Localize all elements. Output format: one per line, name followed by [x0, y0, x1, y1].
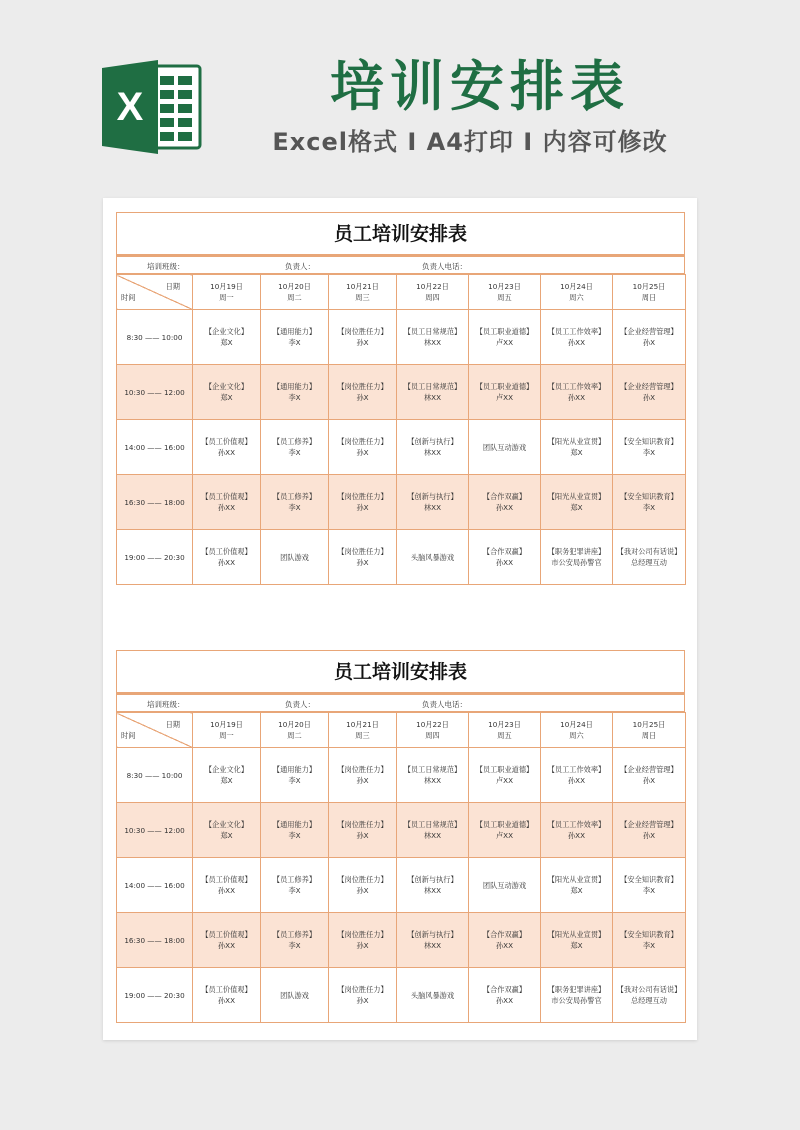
session-topic: 【岗位胜任力】: [337, 875, 388, 884]
session-teacher: 孙XX: [495, 558, 514, 567]
session-teacher: 孙X: [642, 776, 656, 785]
session-cell: [613, 365, 686, 420]
day-date: 10月19日: [210, 282, 243, 291]
session-topic: 【我对公司有话说】: [616, 547, 682, 556]
day-weekday: 周三: [355, 293, 370, 302]
session-cell: [397, 858, 469, 913]
schedule-table: [116, 274, 686, 585]
corner-time-label: 时间: [121, 731, 136, 740]
session-topic: 【员工日常规范】: [403, 765, 462, 774]
session-cell: [329, 530, 397, 585]
session-topic: 【岗位胜任力】: [337, 820, 388, 829]
day-weekday: 周二: [287, 731, 302, 740]
session-cell: [193, 968, 261, 1023]
sheet-info-row: [116, 692, 685, 712]
time-slot-cell: 19:00 —— 20:30: [117, 968, 193, 1023]
session-teacher: 林XX: [423, 503, 442, 512]
day-header-cell: [469, 713, 541, 748]
session-cell: [193, 858, 261, 913]
session-topic: 【员工修养】: [272, 930, 317, 939]
session-cell: [261, 530, 329, 585]
sheet-title: 员工培训安排表: [116, 650, 685, 692]
sheet-info-row: [116, 254, 685, 274]
info-phone-label: 负责人电话：: [422, 700, 467, 709]
session-teacher: 孙XX: [495, 503, 514, 512]
session-teacher: 卢XX: [495, 776, 514, 785]
session-cell: [541, 803, 613, 858]
session-topic: 【员工职业道德】: [475, 765, 534, 774]
session-topic: 【安全知识教育】: [620, 492, 678, 501]
session-topic: 团队互动游戏: [482, 442, 527, 452]
session-teacher: 孙X: [356, 448, 369, 457]
session-topic: 【安全知识教育】: [620, 437, 678, 446]
day-date: 10月24日: [560, 282, 593, 291]
day-weekday: 周四: [425, 731, 440, 740]
session-teacher: 孙XX: [567, 393, 586, 402]
banner-title: 培训安排表: [330, 55, 630, 118]
session-cell: [397, 310, 469, 365]
session-cell: [329, 913, 397, 968]
time-slot-cell: 19:00 —— 20:30: [117, 530, 193, 585]
time-slot-cell: 8:30 —— 10:00: [117, 310, 193, 365]
day-date: 10月25日: [632, 282, 666, 291]
session-topic: 头脑风暴游戏: [410, 552, 455, 562]
session-teacher: 李X: [642, 503, 656, 512]
session-topic: 【阳光从业宣贯】: [547, 437, 606, 446]
session-cell: [541, 530, 613, 585]
session-topic: 【合作双赢】: [482, 492, 527, 501]
corner-date-label: 日期: [165, 720, 180, 729]
session-topic: 【员工职业道德】: [475, 327, 534, 336]
banner: [0, 0, 800, 190]
session-topic: 【员工修养】: [272, 875, 317, 884]
session-teacher: 卢XX: [495, 338, 514, 347]
session-teacher: 孙X: [642, 831, 656, 840]
info-phone-label: 负责人电话：: [422, 262, 467, 271]
table-row: [117, 748, 686, 803]
session-teacher: 林XX: [423, 831, 442, 840]
session-topic: 【岗位胜任力】: [337, 765, 388, 774]
table-row: [117, 803, 686, 858]
session-teacher: 李X: [288, 886, 301, 895]
session-cell: [541, 968, 613, 1023]
session-teacher: 孙X: [356, 338, 369, 347]
session-topic: 【员工价值观】: [201, 875, 252, 884]
session-teacher: 孙X: [356, 886, 369, 895]
session-cell: [469, 310, 541, 365]
session-teacher: 李X: [288, 776, 301, 785]
session-cell: [469, 420, 541, 475]
session-teacher: 李X: [288, 393, 301, 402]
session-topic: 【岗位胜任力】: [337, 985, 388, 994]
session-teacher: 孙XX: [217, 886, 236, 895]
session-topic: 【创新与执行】: [407, 437, 458, 446]
session-teacher: 林XX: [423, 941, 442, 950]
session-teacher: 孙X: [642, 393, 656, 402]
session-cell: [329, 310, 397, 365]
session-topic: 【岗位胜任力】: [337, 382, 388, 391]
session-cell: [193, 530, 261, 585]
day-header-cell: [397, 275, 469, 310]
session-topic: 【创新与执行】: [407, 930, 458, 939]
session-teacher: 卢XX: [495, 393, 514, 402]
session-cell: [541, 748, 613, 803]
session-topic: 【我对公司有话说】: [616, 985, 682, 994]
day-date: 10月24日: [560, 720, 593, 729]
table-row: [117, 968, 686, 1023]
session-teacher: 孙X: [356, 776, 369, 785]
session-cell: [193, 913, 261, 968]
session-topic: 【企业经营管理】: [620, 327, 678, 336]
session-cell: [261, 803, 329, 858]
session-topic: 【岗位胜任力】: [337, 930, 388, 939]
session-topic: 【员工工作效率】: [547, 765, 606, 774]
session-cell: [613, 310, 686, 365]
session-cell: [329, 748, 397, 803]
time-slot-cell: 14:00 —— 16:00: [117, 858, 193, 913]
session-cell: [397, 420, 469, 475]
excel-icon: [100, 58, 204, 156]
session-teacher: 总经理互动: [631, 996, 667, 1005]
session-cell: [541, 858, 613, 913]
table-row: [117, 530, 686, 585]
session-cell: [329, 803, 397, 858]
corner-time-label: 时间: [121, 293, 136, 302]
session-cell: [261, 420, 329, 475]
session-topic: 【岗位胜任力】: [337, 547, 388, 556]
session-topic: 【企业经营管理】: [620, 382, 678, 391]
session-cell: [261, 748, 329, 803]
session-cell: [469, 530, 541, 585]
time-slot-cell: 14:00 —— 16:00: [117, 420, 193, 475]
session-teacher: 孙XX: [217, 558, 236, 567]
session-teacher: 孙X: [356, 831, 369, 840]
session-teacher: 孙X: [356, 996, 369, 1005]
session-topic: 【通用能力】: [272, 382, 317, 391]
day-header-cell: [541, 275, 613, 310]
session-cell: [469, 803, 541, 858]
info-class-label: 培训班级：: [147, 262, 185, 271]
day-date: 10月23日: [488, 282, 521, 291]
schedule-sheet: [116, 212, 685, 585]
session-topic: 【企业经营管理】: [620, 820, 678, 829]
session-topic: 【安全知识教育】: [620, 930, 678, 939]
session-teacher: 总经理互动: [631, 558, 667, 567]
session-teacher: 李X: [288, 503, 301, 512]
session-teacher: 郑X: [570, 886, 583, 895]
session-topic: 【阳光从业宣贯】: [547, 492, 606, 501]
session-cell: [261, 310, 329, 365]
day-weekday: 周五: [497, 293, 512, 302]
document-page: [103, 198, 697, 1040]
session-topic: 【企业经营管理】: [620, 765, 678, 774]
day-weekday: 周日: [641, 731, 657, 740]
day-header-cell: [329, 275, 397, 310]
session-cell: [397, 968, 469, 1023]
session-teacher: 李X: [642, 941, 656, 950]
time-slot-cell: 10:30 —— 12:00: [117, 365, 193, 420]
session-teacher: 孙X: [356, 393, 369, 402]
session-cell: [193, 365, 261, 420]
session-topic: 【岗位胜任力】: [337, 492, 388, 501]
day-header-cell: [469, 275, 541, 310]
session-cell: [541, 310, 613, 365]
session-teacher: 李X: [288, 338, 301, 347]
session-topic: 【员工日常规范】: [403, 327, 462, 336]
session-teacher: 孙XX: [495, 941, 514, 950]
corner-date-label: 日期: [165, 282, 180, 291]
session-cell: [541, 475, 613, 530]
corner-header-cell: [117, 275, 193, 310]
session-cell: [329, 968, 397, 1023]
day-date: 10月21日: [346, 282, 379, 291]
sheet-title: 员工培训安排表: [116, 212, 685, 254]
session-teacher: 市公安局孙警官: [551, 996, 602, 1005]
session-cell: [329, 365, 397, 420]
session-cell: [193, 310, 261, 365]
session-cell: [613, 530, 686, 585]
day-date: 10月25日: [632, 720, 666, 729]
session-teacher: 郑X: [220, 393, 233, 402]
table-row: [117, 475, 686, 530]
session-teacher: 孙XX: [217, 941, 236, 950]
table-row: [117, 365, 686, 420]
day-weekday: 周二: [287, 293, 302, 302]
time-slot-cell: 16:30 —— 18:00: [117, 913, 193, 968]
session-topic: 团队游戏: [280, 552, 309, 562]
session-teacher: 郑X: [570, 941, 583, 950]
session-topic: 【员工价值观】: [201, 492, 252, 501]
session-cell: [541, 420, 613, 475]
session-cell: [193, 803, 261, 858]
banner-subtitle: Excel格式 I A4打印 I 内容可修改: [272, 128, 668, 156]
corner-header-cell: [117, 713, 193, 748]
day-date: 10月22日: [416, 282, 449, 291]
session-topic: 【通用能力】: [272, 765, 317, 774]
session-topic: 【岗位胜任力】: [337, 327, 388, 336]
day-header-cell: [329, 713, 397, 748]
session-topic: 【员工职业道德】: [475, 820, 534, 829]
day-date: 10月20日: [278, 720, 311, 729]
session-teacher: 林XX: [423, 393, 442, 402]
session-cell: [261, 475, 329, 530]
session-teacher: 市公安局孙警官: [551, 558, 602, 567]
day-header-cell: [613, 713, 686, 748]
day-header-cell: [261, 713, 329, 748]
session-cell: [397, 530, 469, 585]
session-cell: [261, 913, 329, 968]
session-teacher: 孙X: [356, 941, 369, 950]
session-topic: 【员工价值观】: [201, 547, 252, 556]
session-cell: [261, 858, 329, 913]
day-header-cell: [541, 713, 613, 748]
info-class-label: 培训班级：: [147, 700, 185, 709]
table-row: [117, 858, 686, 913]
session-teacher: 孙X: [356, 503, 369, 512]
table-row: [117, 420, 686, 475]
day-weekday: 周六: [569, 731, 584, 740]
session-teacher: 孙XX: [567, 831, 586, 840]
session-teacher: 郑X: [570, 448, 583, 457]
session-cell: [261, 968, 329, 1023]
session-topic: 【员工价值观】: [201, 930, 252, 939]
session-cell: [469, 475, 541, 530]
day-date: 10月23日: [488, 720, 521, 729]
session-cell: [541, 365, 613, 420]
session-teacher: 孙XX: [217, 503, 236, 512]
session-cell: [469, 748, 541, 803]
session-topic: 【阳光从业宣贯】: [547, 875, 606, 884]
session-topic: 【职务犯罪讲座】: [547, 547, 606, 556]
time-slot-cell: 16:30 —— 18:00: [117, 475, 193, 530]
day-weekday: 周五: [497, 731, 512, 740]
session-cell: [613, 475, 686, 530]
day-weekday: 周日: [641, 293, 657, 302]
session-cell: [613, 913, 686, 968]
day-weekday: 周六: [569, 293, 584, 302]
session-topic: 【员工价值观】: [201, 985, 252, 994]
session-cell: [193, 748, 261, 803]
session-cell: [613, 420, 686, 475]
session-topic: 【员工工作效率】: [547, 820, 606, 829]
session-topic: 【岗位胜任力】: [337, 437, 388, 446]
time-slot-cell: 8:30 —— 10:00: [117, 748, 193, 803]
session-topic: 【阳光从业宣贯】: [547, 930, 606, 939]
excel-icon-letter: X: [116, 85, 144, 129]
session-cell: [329, 475, 397, 530]
session-topic: 【员工工作效率】: [547, 382, 606, 391]
session-teacher: 郑X: [570, 503, 583, 512]
session-teacher: 李X: [288, 448, 301, 457]
session-topic: 【通用能力】: [272, 820, 317, 829]
day-weekday: 周一: [219, 293, 234, 302]
table-row: [117, 913, 686, 968]
session-topic: 【员工修养】: [272, 437, 317, 446]
session-topic: 【合作双赢】: [482, 547, 527, 556]
session-cell: [193, 420, 261, 475]
time-slot-cell: 10:30 —— 12:00: [117, 803, 193, 858]
session-cell: [469, 913, 541, 968]
session-topic: 【企业文化】: [204, 327, 249, 336]
session-topic: 【职务犯罪讲座】: [547, 985, 606, 994]
session-topic: 【创新与执行】: [407, 875, 458, 884]
session-teacher: 李X: [642, 448, 656, 457]
session-cell: [329, 858, 397, 913]
session-cell: [397, 365, 469, 420]
session-topic: 【员工价值观】: [201, 437, 252, 446]
session-teacher: 孙X: [642, 338, 656, 347]
session-teacher: 孙XX: [495, 996, 514, 1005]
session-topic: 团队游戏: [280, 990, 309, 1000]
session-cell: [397, 475, 469, 530]
session-cell: [329, 420, 397, 475]
session-teacher: 林XX: [423, 338, 442, 347]
session-topic: 【员工日常规范】: [403, 382, 462, 391]
session-teacher: 林XX: [423, 776, 442, 785]
day-header-cell: [397, 713, 469, 748]
session-teacher: 林XX: [423, 886, 442, 895]
session-topic: 团队互动游戏: [482, 880, 527, 890]
session-teacher: 孙XX: [217, 996, 236, 1005]
session-cell: [613, 803, 686, 858]
session-cell: [541, 913, 613, 968]
session-teacher: 孙XX: [567, 338, 586, 347]
session-topic: 【企业文化】: [204, 765, 249, 774]
session-cell: [613, 968, 686, 1023]
session-topic: 【员工职业道德】: [475, 382, 534, 391]
session-teacher: 孙XX: [217, 448, 236, 457]
session-teacher: 孙XX: [567, 776, 586, 785]
session-topic: 【合作双赢】: [482, 930, 527, 939]
day-date: 10月22日: [416, 720, 449, 729]
session-teacher: 李X: [288, 831, 301, 840]
day-header-cell: [193, 713, 261, 748]
session-topic: 头脑风暴游戏: [410, 990, 455, 1000]
session-teacher: 郑X: [220, 831, 233, 840]
session-topic: 【合作双赢】: [482, 985, 527, 994]
session-teacher: 孙X: [356, 558, 369, 567]
schedule-table: [116, 712, 686, 1023]
session-cell: [469, 858, 541, 913]
day-header-cell: [613, 275, 686, 310]
day-weekday: 周四: [425, 293, 440, 302]
info-leader-label: 负责人：: [285, 262, 315, 271]
day-header-cell: [193, 275, 261, 310]
session-cell: [469, 365, 541, 420]
session-cell: [469, 968, 541, 1023]
session-topic: 【创新与执行】: [407, 492, 458, 501]
day-date: 10月20日: [278, 282, 311, 291]
session-topic: 【企业文化】: [204, 382, 249, 391]
day-date: 10月21日: [346, 720, 379, 729]
session-cell: [193, 475, 261, 530]
session-teacher: 林XX: [423, 448, 442, 457]
session-topic: 【企业文化】: [204, 820, 249, 829]
session-cell: [397, 748, 469, 803]
session-cell: [261, 365, 329, 420]
day-header-cell: [261, 275, 329, 310]
table-row: [117, 310, 686, 365]
session-topic: 【员工日常规范】: [403, 820, 462, 829]
day-weekday: 周一: [219, 731, 234, 740]
info-leader-label: 负责人：: [285, 700, 315, 709]
session-teacher: 郑X: [220, 776, 233, 785]
schedule-sheet: [116, 650, 685, 1023]
session-topic: 【通用能力】: [272, 327, 317, 336]
day-date: 10月19日: [210, 720, 243, 729]
session-teacher: 卢XX: [495, 831, 514, 840]
session-cell: [613, 858, 686, 913]
session-cell: [397, 803, 469, 858]
session-topic: 【员工修养】: [272, 492, 317, 501]
session-cell: [397, 913, 469, 968]
day-weekday: 周三: [355, 731, 370, 740]
session-teacher: 李X: [288, 941, 301, 950]
session-cell: [613, 748, 686, 803]
session-topic: 【员工工作效率】: [547, 327, 606, 336]
session-teacher: 李X: [642, 886, 656, 895]
session-topic: 【安全知识教育】: [620, 875, 678, 884]
session-teacher: 郑X: [220, 338, 233, 347]
